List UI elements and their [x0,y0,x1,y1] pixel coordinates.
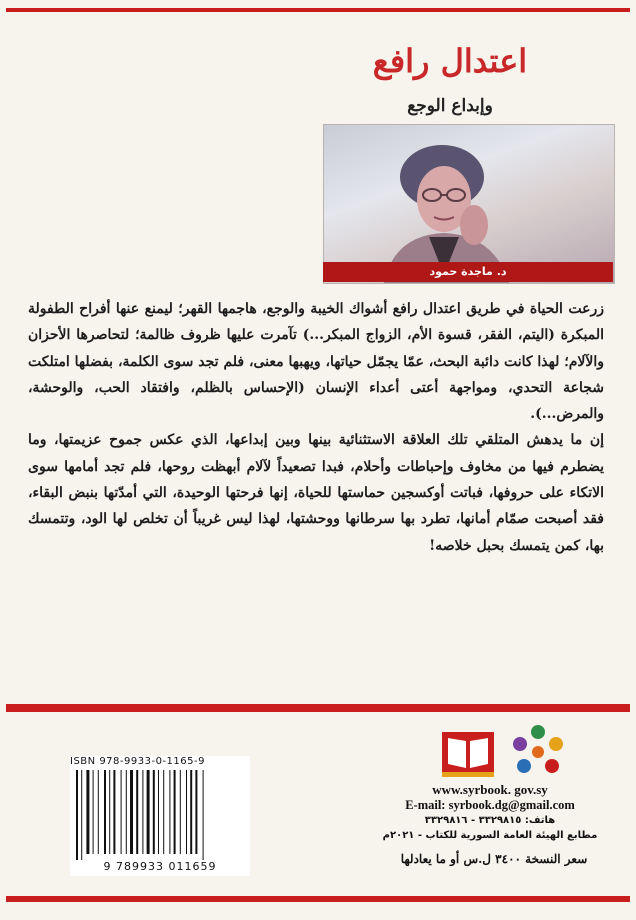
book-logo-base [442,772,494,777]
book-logo-left-page [448,738,466,768]
barcode-bar [186,770,187,854]
barcode-bar [174,770,176,854]
top-red-stripe [6,8,630,12]
barcode-bar [81,770,82,860]
barcode-bar [98,770,99,854]
barcode-bar [130,770,133,854]
barcode-bar [203,770,204,860]
barcode-bar [147,770,150,854]
middle-red-stripe [6,704,630,712]
emblem-dot-bottom-left [517,759,531,773]
book-subtitle: وإبداع الوجع [407,96,493,116]
barcode-digits: 9 789933 011659 [103,860,217,873]
hand-shape [460,205,488,245]
publisher-email: E-mail: syrbook.dg@gmail.com [405,798,575,812]
barcode-bar [195,770,197,854]
barcode-bar [163,770,164,854]
author-name-caption: د. ماجدة حمود [323,262,613,282]
emblem-dot-right [549,737,563,751]
publisher-printer: مطابع الهيئة العامة السورية للكتاب - ٢٠٢١م [382,830,598,841]
open-book-logo-icon [440,724,496,778]
publisher-phone: هاتف: ٣٣٢٩٨١٥ - ٣٣٢٩٨١٦ [424,815,556,826]
publisher-emblem-icon [508,722,568,782]
emblem-dot-bottom-right [545,759,559,773]
barcode-bar [169,770,170,854]
publisher-website: www.syrbook. gov.sy [432,782,548,797]
barcode-bar [142,770,143,854]
barcode-bar [153,770,155,854]
isbn-label: ISBN 978-9933-0-1165-9 [70,756,205,767]
barcode-bar [93,770,94,854]
portrait-illustration [324,125,614,283]
emblem-dot-top [531,725,545,739]
barcode-bar [126,770,127,854]
author-portrait [323,124,615,284]
barcode-bar [109,770,110,854]
barcode-icon [70,770,250,860]
barcode-bar [76,770,78,860]
emblem-dot-center [532,746,544,758]
barcode-bar [136,770,138,854]
barcode-bar [104,770,106,854]
barcode-bar [113,770,115,854]
bottom-red-stripe [6,896,630,902]
blurb-paragraph-2: إن ما يدهش المتلقي تلك العلاقة الاستثنائية بينها وبين إبداعها، الذي عكس جموح عزيمتها، وما يضطرم فيها من مخاوف وإحباطات وأحلام، فبدا تصعيداً لآلام أبهظت روحها، فلم تجد أمامها سوى الاتكاء على حروفها، فباتت أوكسجين حماستها للحياة، إنها فرحتها الوحيدة، التي أمدّتها بنبض البقاء، فقد أصبحت صمّام أمانها، تطرد بها سرطانها ووحشتها، لهذا ليس غريباً أن تخلص لها الود، وتتمسك بها، كمن يتمسك بحبل خلاصه! [28,432,604,554]
publisher-info [380,782,600,843]
emblem-dot-left [513,737,527,751]
barcode-bar [158,770,159,854]
barcode-bar [121,770,122,854]
book-logo-right-page [470,738,488,768]
blurb-text [28,296,604,559]
isbn-barcode-box [70,756,250,876]
book-title: اعتدال رافع [372,42,528,80]
barcode-bar [190,770,192,854]
barcode-bar [86,770,89,854]
blurb-paragraph-1: زرعت الحياة في طريق اعتدال رافع أشواك الخيبة والوجع، هاجمها القهر؛ ليمنع عنها أفراح الطفولة المبكرة (اليتم، الفقر، قسوة الأم، الزواج المبكر...) تآمرت عليها ظروف ظالمة؛ لتحاصرها الأحزان والآلام؛ لهذا كانت دائبة البحث، عمّا يجمّل حياتها، ويهبها معنى، فلم تجد سوى الكلمة، بفضلها امتلكت شجاعة التحدي، ومواجهة أعتى أعداء الإنسان (الإحساس بالظلم، وافتقاد الحب، والوحشة، والمرض...). [28,301,604,423]
price-label: سعر النسخة ٣٤٠٠ ل.س أو ما يعادلها [400,852,588,866]
barcode-bar [180,770,181,854]
